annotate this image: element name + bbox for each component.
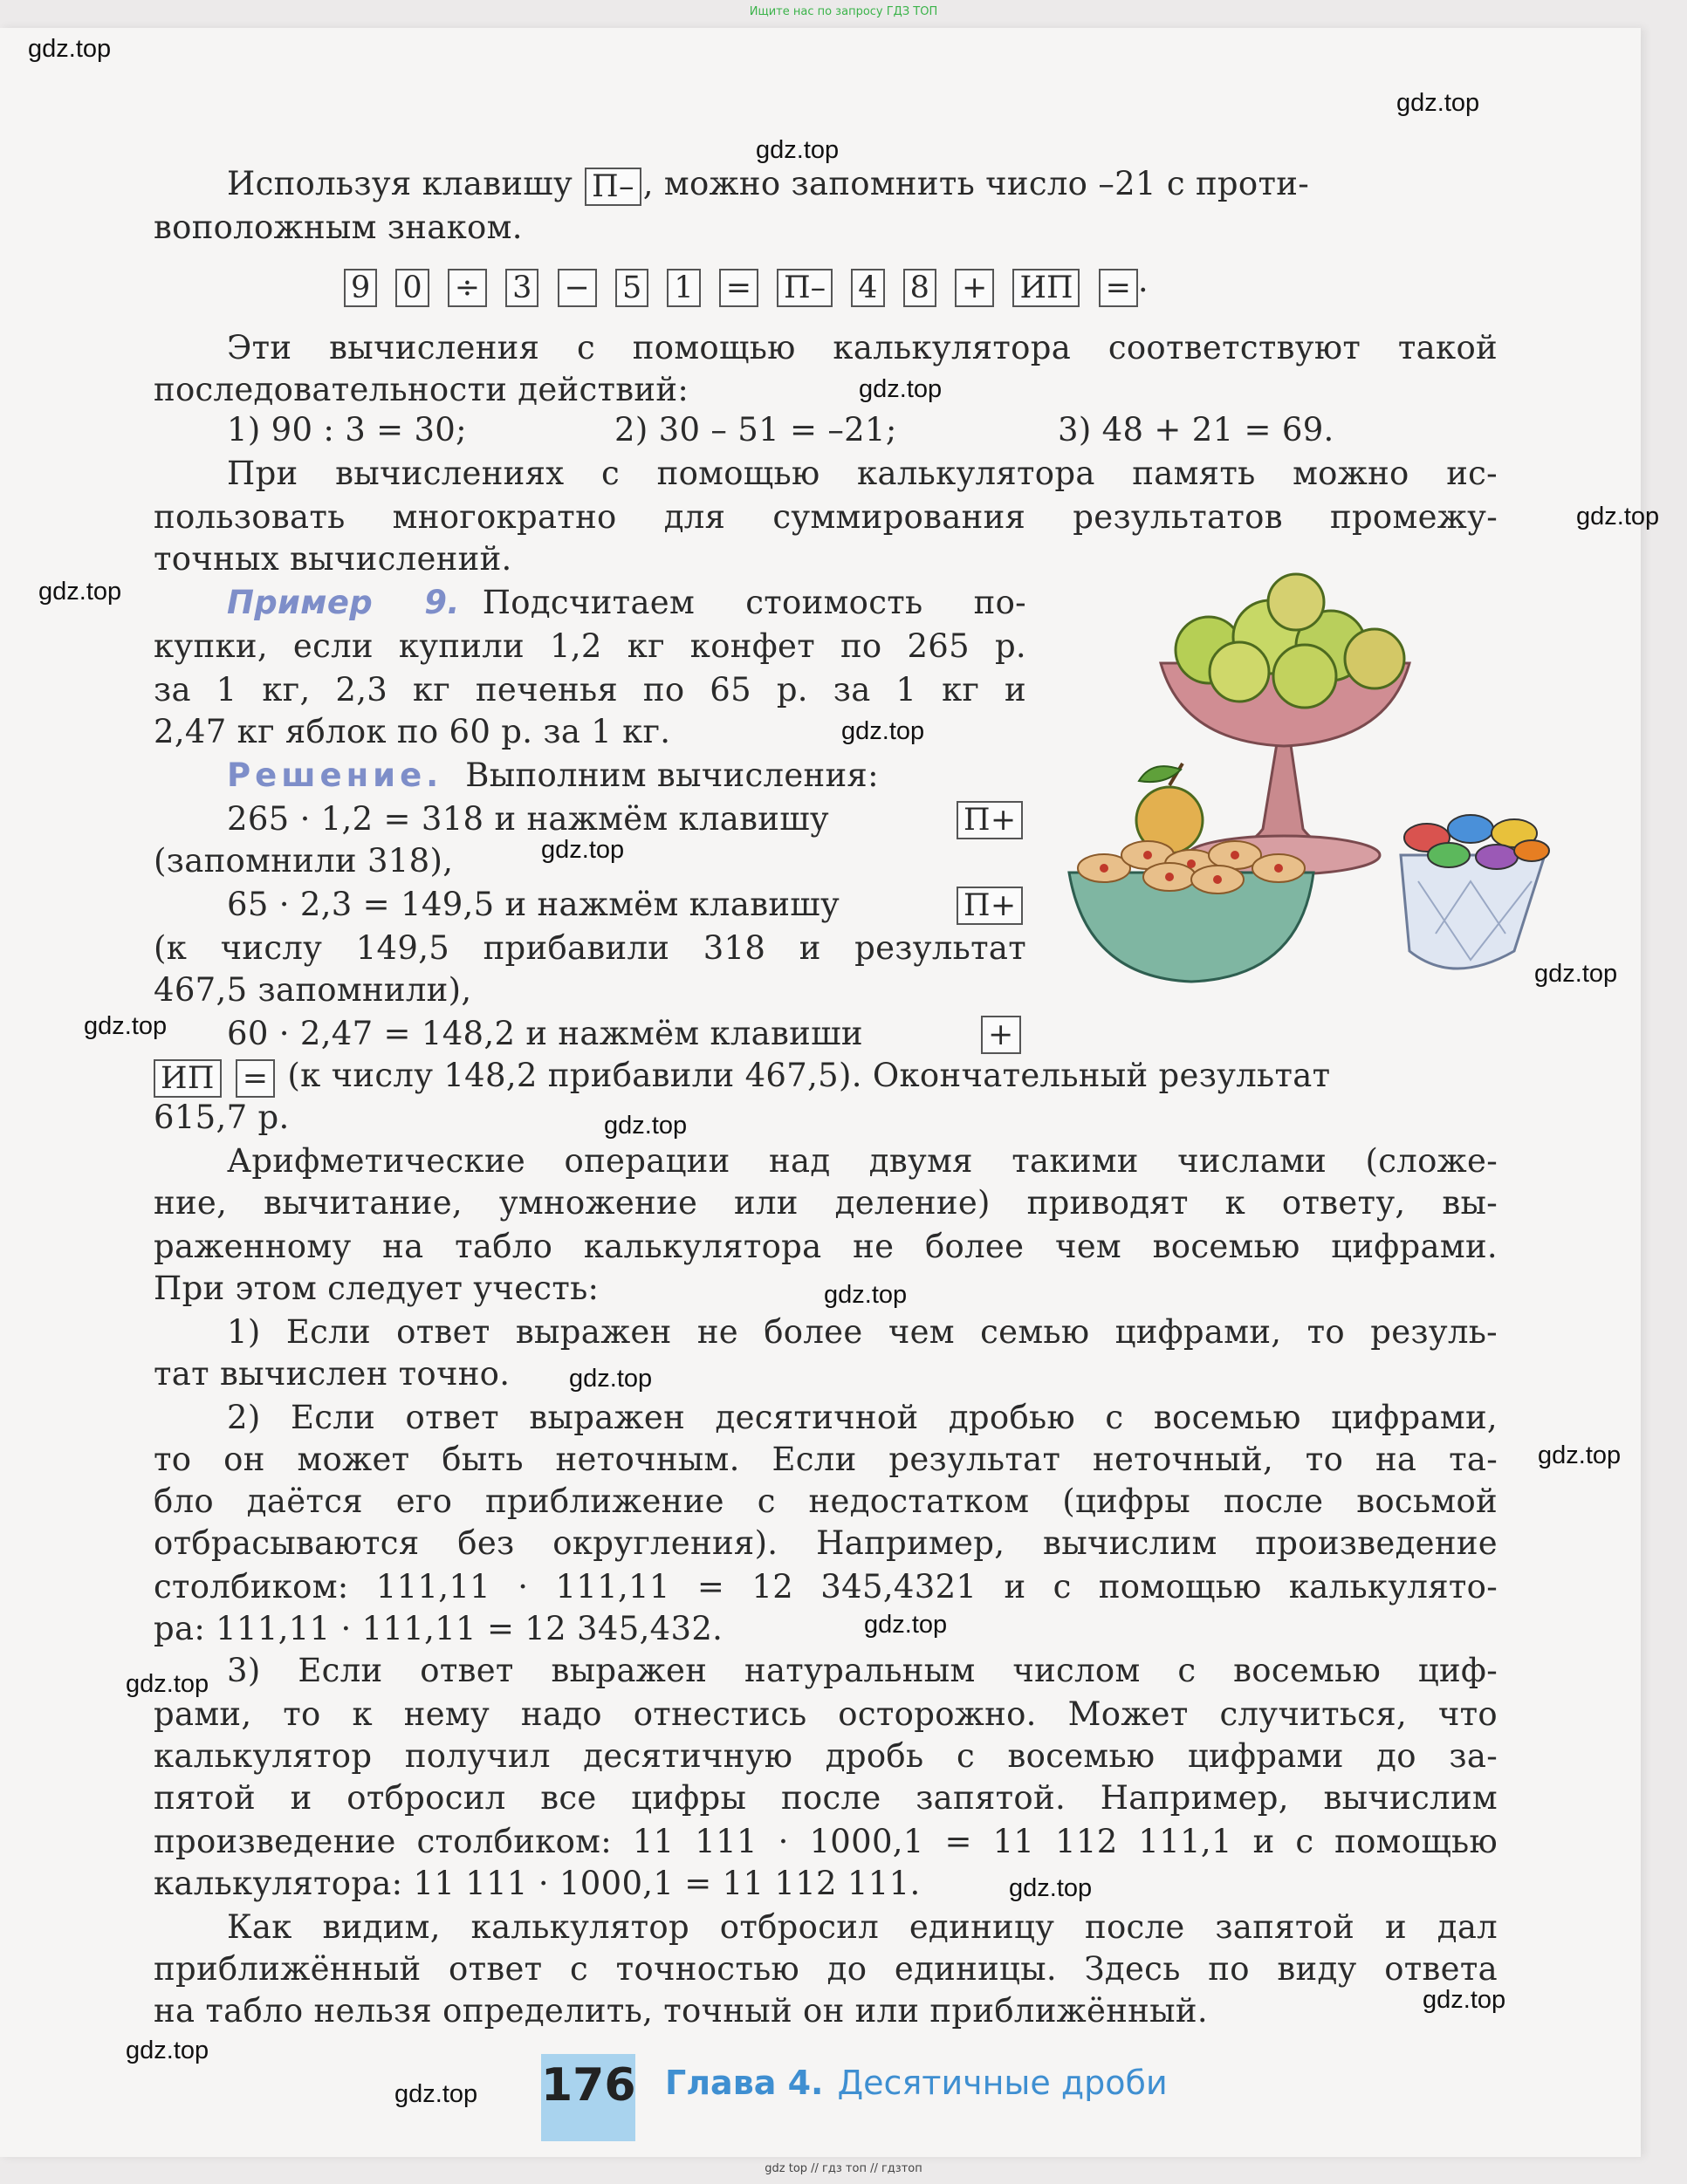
- watermark: gdz.top: [824, 1281, 908, 1309]
- text-line: 615,7 р.: [154, 1099, 290, 1136]
- memory-recall-key: ИП: [154, 1059, 222, 1098]
- text-line: [227, 162, 1498, 206]
- keys-end: .: [1137, 262, 1149, 299]
- plus-key: +: [981, 1016, 1021, 1054]
- text-line: [154, 1012, 1026, 1056]
- text-span: Выполним вычисления:: [465, 757, 879, 794]
- watermark: gdz.top: [604, 1112, 688, 1140]
- watermark: gdz.top: [1396, 89, 1480, 117]
- watermark: gdz.top: [126, 2037, 209, 2064]
- text-line: ние, вычитание, умножение или деление) приводят к ответу, вы-: [154, 1184, 1498, 1222]
- key: 8: [903, 269, 936, 307]
- text-line: точных вычислений.: [154, 540, 512, 578]
- key: 5: [615, 269, 648, 307]
- text-line: приближённый ответ с точностью до единицы. Здесь по виду ответа: [154, 1950, 1498, 1988]
- text-line: 1) Если ответ выражен не более чем семью цифрами, то резуль-: [227, 1313, 1498, 1351]
- watermark: gdz.top: [541, 836, 625, 864]
- text-line: бло даётся его приближение с недостатком (цифры после восьмой: [154, 1482, 1498, 1520]
- memory-plus-key: П+: [957, 801, 1023, 839]
- watermark: gdz.top: [1538, 1441, 1622, 1469]
- text-line: столбиком: 111,11 · 111,11 = 12 345,4321 и с помощью калькулято-: [154, 1568, 1498, 1605]
- text-line: Эти вычисления с помощью калькулятора соответствуют такой: [227, 329, 1498, 366]
- watermark: gdz.top: [84, 1012, 168, 1040]
- text-line: Арифметические операции над двумя такими числами (сложе-: [227, 1142, 1498, 1180]
- text-line: (запомнили 318),: [154, 842, 454, 880]
- text-line: тат вычислен точно.: [154, 1355, 511, 1393]
- text-line: за 1 кг, 2,3 кг печенья по 65 р. за 1 кг и: [154, 671, 1026, 709]
- text-line: 3) Если ответ выражен натуральным числом с восемью циф-: [227, 1652, 1498, 1689]
- text-span: (к числу 148,2 прибавили 467,5). Окончательный результат: [287, 1057, 1331, 1094]
- text-span: 60 · 2,47 = 148,2 и нажмём клавиши: [227, 1015, 863, 1052]
- watermark: gdz.top: [841, 717, 925, 745]
- text-line: раженному на табло калькулятора не более чем восемью цифрами.: [154, 1228, 1498, 1265]
- key: 9: [344, 269, 377, 307]
- watermark: gdz.top: [1009, 1874, 1093, 1902]
- step-3: 3) 48 + 21 = 69.: [1058, 411, 1334, 448]
- text-line: [154, 1054, 1498, 1098]
- text-span: 265 · 1,2 = 318 и нажмём клавишу: [227, 800, 829, 838]
- bottom-note: gdz top // гдз топ // гдзтоп: [765, 2162, 922, 2175]
- watermark: gdz.top: [1576, 503, 1660, 531]
- text-line: Как видим, калькулятор отбросил единицу после запятой и дал: [227, 1908, 1498, 1946]
- text-line: то он может быть неточным. Если результат неточный, то на та-: [154, 1441, 1498, 1478]
- watermark: gdz.top: [38, 578, 122, 606]
- key: =: [1099, 269, 1138, 307]
- watermark: gdz.top: [126, 1670, 209, 1698]
- watermark: gdz.top: [394, 2080, 478, 2108]
- text-line: последовательности действий:: [154, 371, 689, 408]
- top-note: Ищите нас по запросу ГДЗ ТОП: [749, 5, 938, 18]
- key: 1: [667, 269, 700, 307]
- key-sequence: [342, 262, 1149, 309]
- candy-glass: [1401, 855, 1545, 969]
- cookie-bowl: [1069, 873, 1313, 982]
- key: 0: [395, 269, 429, 307]
- text-line: [154, 798, 1026, 841]
- text-line: калькулятора: 11 111 · 1000,1 = 11 112 111.: [154, 1865, 921, 1902]
- key: 3: [505, 269, 538, 307]
- text-line: [154, 883, 1026, 927]
- chapter-title: [665, 2061, 1168, 2105]
- text-line: произведение столбиком: 11 111 · 1000,1 = 11 112 111,1 и с помощью: [154, 1823, 1498, 1860]
- text-line: При этом следует учесть:: [154, 1270, 600, 1307]
- text-line: пользовать многократно для суммирования результатов промежу-: [154, 498, 1498, 536]
- page-number: 176: [541, 2054, 635, 2141]
- text-line: (к числу 149,5 прибавили 318 и результат: [154, 929, 1026, 967]
- solution-label: Решение.: [227, 757, 443, 794]
- text-line: калькулятор получил десятичную дробь с восемью цифрами до за-: [154, 1737, 1498, 1775]
- key: +: [955, 269, 994, 307]
- text-span: Подсчитаем стоимость по-: [482, 584, 1026, 621]
- text-line: рами, то к нему надо отнестись осторожно. Может случиться, что: [154, 1695, 1498, 1733]
- key: −: [558, 269, 597, 307]
- step-2: 2) 30 – 51 = –21;: [614, 411, 897, 448]
- text-line: [154, 581, 1026, 625]
- step-1: 1) 90 : 3 = 30;: [227, 411, 467, 448]
- text-line: 2,47 кг яблок по 60 р. за 1 кг.: [154, 713, 671, 750]
- key: ИП: [1012, 269, 1080, 307]
- text-line: пятой и отбросил все цифры после запятой. Например, вычислим: [154, 1779, 1498, 1817]
- watermark: gdz.top: [28, 35, 112, 63]
- watermark: gdz.top: [756, 136, 840, 164]
- key: 4: [851, 269, 884, 307]
- watermark: gdz.top: [569, 1365, 653, 1393]
- text-span: , можно запомнить число –21 с проти-: [642, 165, 1309, 202]
- memory-plus-key: П+: [957, 887, 1023, 925]
- watermark: gdz.top: [1423, 1986, 1506, 2014]
- equals-key: =: [236, 1059, 276, 1098]
- text-line: При вычислениях с помощью калькулятора память можно ис-: [227, 455, 1498, 492]
- text-span: Используя клавишу: [227, 165, 573, 202]
- text-line: [154, 754, 1026, 798]
- text-line: отбрасываются без округления). Например, вычислим произведение: [154, 1524, 1498, 1562]
- watermark: gdz.top: [859, 375, 943, 403]
- text-line: 467,5 запомнили),: [154, 971, 472, 1009]
- memory-minus-key: П–: [585, 168, 641, 206]
- text-span: 65 · 2,3 = 149,5 и нажмём клавишу: [227, 886, 840, 923]
- text-line: ра: 111,11 · 111,11 = 12 345,432.: [154, 1610, 723, 1647]
- key: ÷: [448, 269, 487, 307]
- watermark: gdz.top: [864, 1611, 948, 1639]
- watermark: gdz.top: [1534, 960, 1618, 988]
- key: П–: [777, 269, 833, 307]
- fruit-and-sweets-illustration: [1060, 567, 1567, 1003]
- text-line: купки, если купили 1,2 кг конфет по 265 р.: [154, 627, 1026, 665]
- example-label: Пример 9.: [227, 584, 460, 621]
- chapter-name: Десятичные дроби: [837, 2064, 1168, 2102]
- chapter-label: Глава 4.: [665, 2064, 824, 2102]
- text-line: 2) Если ответ выражен десятичной дробью с восемью цифрами,: [227, 1399, 1498, 1436]
- text-line: [154, 408, 1498, 452]
- text-line: на табло нельзя определить, точный он или приближённый.: [154, 1992, 1208, 2030]
- key: =: [719, 269, 758, 307]
- text-line: воположным знаком.: [154, 209, 523, 246]
